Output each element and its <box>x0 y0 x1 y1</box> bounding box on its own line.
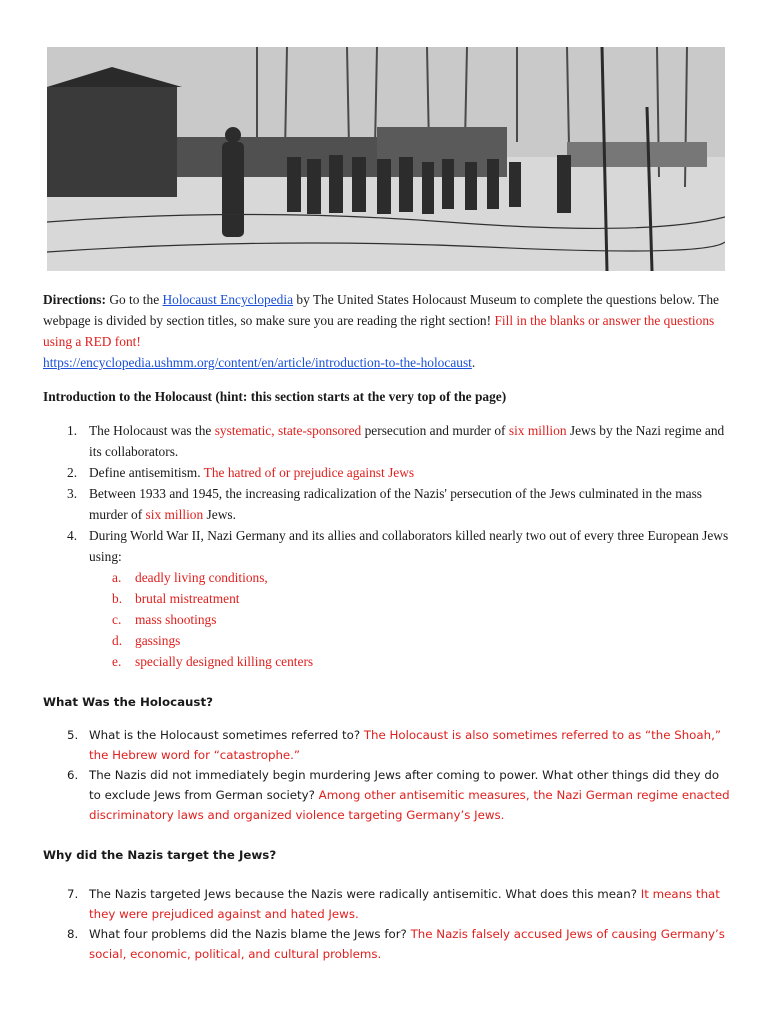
list-item: e. specially designed killing centers <box>112 654 314 669</box>
directions-red-instruction: Fill in the blanks or answer the questions using a RED font! <box>43 313 715 349</box>
encyclopedia-url-link[interactable]: https://encyclopedia.ushmm.org/content/en/article/introduction-to-the-holocaust <box>43 355 472 370</box>
question-number: 8. <box>67 927 79 941</box>
question-number: 2. <box>67 465 78 480</box>
directions-text-1: Go to the <box>105 292 163 307</box>
question-number: 7. <box>67 887 79 901</box>
answer-text: six million <box>145 507 204 522</box>
directions-label: Directions: <box>43 292 106 307</box>
question-number: 3. <box>67 486 78 501</box>
answer-text: The Nazis falsely accused Jews of causing Germany’s social, economic, political, and cultural problems. <box>89 927 725 961</box>
what-was-questions <box>43 725 733 825</box>
question-number: 5. <box>67 728 79 742</box>
question-4: 4. During World War II, Nazi Germany and its allies and collaborators killed nearly two out of every three European Jews using: a. deadly living conditions, b. brutal mistreatment c. mass shootings d. gassings e. specially designed killing centers <box>43 525 733 672</box>
question-7: 7. The Nazis targeted Jews because the Nazis were radically antisemitic. What does this mean? It means that they were prejudiced against and hated Jews. <box>43 884 733 924</box>
section-title-introduction: Introduction to the Holocaust (hint: this section starts at the very top of the page) <box>43 389 507 404</box>
question-3: 3. Between 1933 and 1945, the increasing radicalization of the Nazis' persecution of the Jews culminated in the mass murder of six million Jews. <box>43 483 733 525</box>
directions-text-2: by The United States Holocaust Museum to complete the questions below. The webpage is divided by section titles, so make sure you are reading the right section! <box>43 292 719 328</box>
camp-photo-illustration <box>47 47 725 271</box>
answer-text: Among other antisemitic measures, the Nazi German regime enacted discriminatory laws and organized violence targeting Germany’s Jews. <box>89 788 730 822</box>
holocaust-encyclopedia-link[interactable]: Holocaust Encyclopedia <box>162 292 294 307</box>
question-6: 6. The Nazis did not immediately begin murdering Jews after coming to power. What other things did they do to exclude Jews from German society? Among other antisemitic measures, the Nazi German regime enacted discriminatory laws and organized violence targeting Germany’s Jews. <box>43 765 733 825</box>
question-number: 1. <box>67 423 78 438</box>
list-item: a. deadly living conditions, <box>112 570 268 585</box>
header-photo <box>47 47 725 271</box>
answer-text: It means that they were prejudiced against and hated Jews. <box>89 887 720 921</box>
list-item: d. gassings <box>112 633 181 648</box>
question-8: 8. What four problems did the Nazis blame the Jews for? The Nazis falsely accused Jews of causing Germany’s social, economic, political, and cultural problems. <box>43 924 733 964</box>
answer-text: The hatred of or prejudice against Jews <box>203 465 415 480</box>
directions-paragraph <box>43 289 733 373</box>
question-5: 5. What is the Holocaust sometimes referred to? The Holocaust is also sometimes referred to as “the Shoah,” the Hebrew word for “catastrophe.” <box>43 725 733 765</box>
why-target-questions <box>43 884 733 964</box>
question-number: 6. <box>67 768 79 782</box>
answer-text: systematic, <box>214 423 275 438</box>
question-2: 2. Define antisemitism. The hatred of or prejudice against Jews <box>43 462 733 483</box>
directions-url-period: . <box>471 355 476 370</box>
introduction-questions <box>43 420 733 672</box>
section-title-what-was: What Was the Holocaust? <box>43 695 213 709</box>
answer-text: The Holocaust is also sometimes referred to as “the Shoah,” the Hebrew word for “catastrophe.” <box>89 728 721 762</box>
answer-text: state-sponsored <box>277 423 362 438</box>
question-number: 4. <box>67 528 78 543</box>
answer-text: six million <box>508 423 567 438</box>
list-item: c. mass shootings <box>112 612 217 627</box>
question-1: 1. The Holocaust was the systematic, state-sponsored persecution and murder of six million Jews by the Nazi regime and its collaborators. <box>43 420 733 462</box>
section-title-why-target: Why did the Nazis target the Jews? <box>43 848 277 862</box>
question-4-answers <box>89 567 733 672</box>
list-item: b. brutal mistreatment <box>112 591 240 606</box>
